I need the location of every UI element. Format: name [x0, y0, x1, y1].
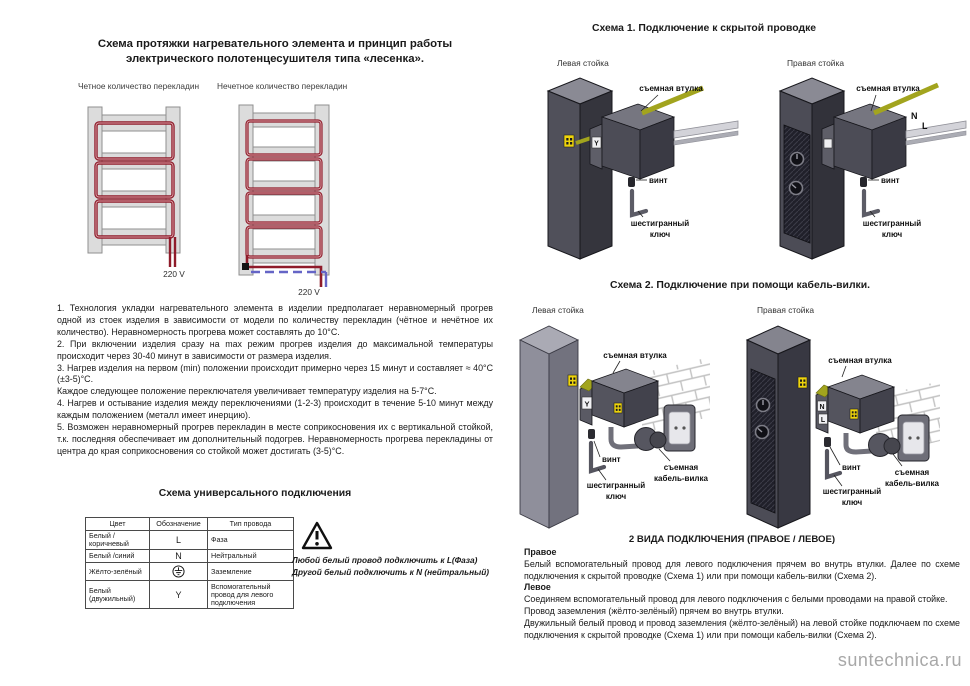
ground-icon: [172, 565, 185, 578]
cable-plug-label: съемная: [663, 463, 699, 472]
svg-text:кабель-вилка: кабель-вилка: [885, 479, 939, 488]
screw-label: винт: [842, 463, 861, 472]
wire-n-label: N: [911, 111, 918, 121]
schema2-right-stand-label: Правая стойка: [757, 305, 814, 315]
wire-table: [85, 517, 294, 609]
control-panel: [751, 369, 775, 513]
paragraph-3: 3. Нагрев изделия на первом (min) положении происходит примерно через 15 минут и составляет ≈ 40°С (±3-5)°С.: [57, 362, 493, 385]
table-header-row: [86, 518, 294, 531]
hex-key-label: шестигранный: [586, 481, 646, 490]
power-cable: [611, 427, 638, 447]
cell-type: Вспомогательный провод для левого подключения: [208, 581, 294, 609]
odd-ladder-caption: Нечетное количество перекладин: [217, 81, 348, 91]
table-row: [86, 531, 294, 550]
left-connection-label: Левое: [524, 582, 551, 593]
hex-key-label: шестигранный: [862, 219, 922, 228]
bushing-module: [816, 390, 828, 433]
schema1-right-stand-label: Правая стойка: [787, 58, 844, 68]
cell-mark: L: [150, 531, 208, 550]
yellow-marker: [850, 409, 858, 419]
screw-label: винт: [881, 176, 900, 185]
yellow-marker: [798, 377, 807, 388]
voltage-label-odd: 220 V: [298, 287, 320, 297]
table-row: [86, 550, 294, 563]
site-watermark: suntechnica.ru: [837, 650, 962, 670]
hex-key: [864, 191, 878, 215]
even-ladder-caption: Четное количество перекладин: [78, 81, 200, 91]
hex-key: [632, 191, 646, 215]
paragraph-2: 2. При включении изделия сразу на max режим прогрев изделия до максимальной температуры происходит через 30-40 минут в зависимости от размера изделия.: [57, 338, 493, 361]
yellow-marker: [564, 135, 574, 147]
universal-connection-heading: Схема универсального подключения: [158, 488, 352, 499]
svg-text:ключ: ключ: [881, 230, 903, 239]
screw: [824, 437, 831, 447]
connection-kinds-text: [524, 547, 960, 641]
cell-mark: N: [150, 550, 208, 563]
screw-label: винт: [602, 455, 621, 464]
page-title: [40, 37, 510, 67]
bushing-label: съемная втулка: [603, 351, 667, 360]
bushing-label: съемная втулка: [828, 356, 892, 365]
svg-text:кабель-вилка: кабель-вилка: [654, 474, 708, 483]
right-connection-text: Белый вспомогательный провод для левого подключения прячем во внутрь втулки. Далее по схеме подключения к скрытой проводке (Схема 1) или при помощи кабель-вилки (Схема 2).: [524, 558, 960, 581]
svg-text:ключ: ключ: [605, 492, 627, 501]
y-mark-label: Y: [584, 399, 590, 409]
cell-type: Фаза: [208, 531, 294, 550]
left-connection-text-2: Провод заземления (жёлто-зелёный) прячем во внутрь втулки.: [524, 605, 784, 616]
screw: [588, 429, 595, 439]
left-connection-text-3: Двужильный белый провод и провод заземления (жёлто-зелёный) на левой стойке подключаем по схеме подключения к скрытой проводке (Схема 1) или при помощи кабель-вилки (Схема 2).: [524, 617, 960, 640]
table-row: [86, 563, 294, 581]
col-header-mark: Обозначение: [150, 518, 208, 531]
instructions-text: [57, 303, 493, 458]
screw: [860, 177, 867, 187]
cell-mark: Y: [150, 581, 208, 609]
warning-note: [292, 555, 496, 578]
cell-color: Белый /синий: [86, 550, 150, 563]
page-title-line1: Схема протяжки нагревательного элемента и принцип работы: [97, 38, 453, 50]
svg-text:ключ: ключ: [649, 230, 671, 239]
cell-type: Заземление: [208, 563, 294, 581]
col-header-color: Цвет: [86, 518, 150, 531]
even-ladder-diagram: [80, 97, 195, 282]
schema1-title: Схема 1. Подключение к скрытой проводке: [591, 23, 817, 34]
paragraph-5: 4. Нагрев и остывание изделия между переключениями (1-2-3) происходит в течение 5-10 минут между каждым положением (металл имеет инерцию).: [57, 398, 493, 421]
cell-color: Белый /коричневый: [86, 531, 150, 550]
schema2-title: Схема 2. Подключение при помощи кабель-вилки.: [609, 280, 871, 291]
paragraph-6: 5. Возможен неравномерный прогрев перекладин в месте соприкосновения их с вертикальной стойкой, т.к. последняя обеспечивает им дополнительный подогрев. Неравномерность прогрева перекладины от центра до края соприкосновения со стойкой может достигать (3-5)°С.: [57, 422, 493, 456]
table-row: [86, 581, 294, 609]
schema1-left-illustration: [540, 71, 765, 266]
screw-label: винт: [649, 176, 668, 185]
page-title-line2: электрического полотенцесушителя типа «лесенка».: [125, 53, 425, 65]
voltage-label-even: 220 V: [163, 269, 185, 279]
left-connection-text-1: Соединяем вспомогательный провод для левого подключения с белыми проводами на правой стойке.: [524, 594, 948, 605]
y-mark-label: Y: [594, 140, 599, 148]
col-header-type: Тип провода: [208, 518, 294, 531]
hex-key-label: шестигранный: [822, 487, 882, 496]
wire-l-label: L: [922, 121, 928, 131]
hex-key: [827, 451, 840, 477]
cell-mark: [150, 563, 208, 581]
cell-color: Белый (двужильный): [86, 581, 150, 609]
warning-line2: Другой белый подключить к N (нейтральный): [292, 566, 490, 577]
bushing-label: съемная втулка: [639, 84, 703, 93]
schema1-left-stand-label: Левая стойка: [557, 58, 609, 68]
cell-color: Жёлто-зелёный: [86, 563, 150, 581]
screw: [628, 177, 635, 187]
warning-triangle-icon: [301, 521, 333, 550]
paragraph-1: 1. Технология укладки нагревательного элемента в изделии предполагает неравномерный прогрев одной из стоек изделия в зависимости от модели по количеству перекладин (чётное и нечётное их количество). Неравномерность прогрева может составлять до 10°С.: [57, 303, 493, 337]
power-cable: [846, 433, 872, 452]
schema2-right-illustration: [742, 317, 970, 531]
cell-type: Нейтральный: [208, 550, 294, 563]
svg-text:ключ: ключ: [841, 498, 863, 507]
wire-n-label: N: [819, 404, 825, 411]
yellow-marker: [614, 403, 622, 413]
warning-line1: Любой белый провод подключить к L(Фаза): [292, 555, 478, 565]
yellow-marker: [568, 375, 577, 386]
schema2-left-stand-label: Левая стойка: [532, 305, 584, 315]
bushing-label: съемная втулка: [856, 84, 920, 93]
cable-plug-label: съемная: [894, 468, 930, 477]
connection-kinds-heading: 2 ВИДА ПОДКЛЮЧЕНИЯ (ПРАВОЕ / ЛЕВОЕ): [628, 534, 836, 545]
schema2-left-illustration: [518, 317, 758, 531]
schema1-right-illustration: [768, 71, 970, 266]
right-connection-label: Правое: [524, 547, 557, 557]
wire-l-label: L: [820, 417, 826, 424]
junction-dot: [242, 263, 249, 270]
odd-ladder-diagram: [229, 97, 341, 299]
paragraph-4: Каждое следующее положение переключателя увеличивает температуру изделия на 5-7°С.: [57, 386, 437, 397]
hex-key-label: шестигранный: [630, 219, 690, 228]
